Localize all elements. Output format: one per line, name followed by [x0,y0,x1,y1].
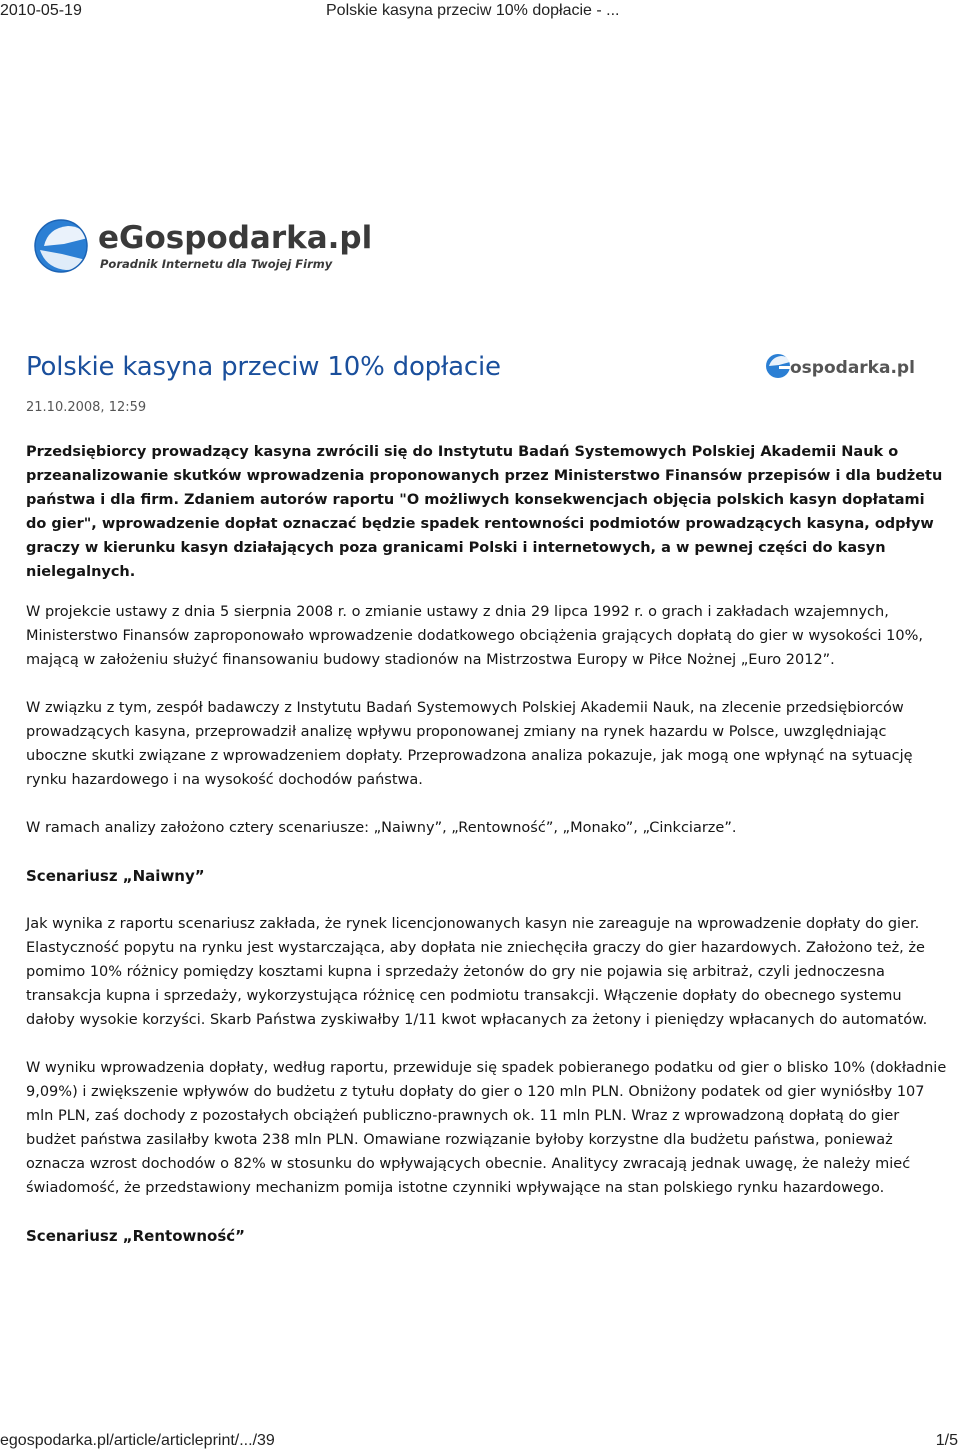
article-paragraph: W projekcie ustawy z dnia 5 sierpnia 2008 r. o zmianie ustawy z dnia 29 lipca 1992 r. o grach i zakładach wzajemnych, Ministerstwo Finansów zaproponowało wprowadzenie dodatkowego obciążenia grających dopłatą do gier w wysokości 10%, mającą w założeniu służyć finansowaniu budowy stadionów na Mistrzostwa Europy w Piłce Nożnej „Euro 2012”. [26,604,923,668]
print-url: egospodarka.pl/article/articleprint/.../39 [0,1432,275,1449]
article-title: Polskie kasyna przeciw 10% dopłacie [26,352,501,382]
small-logo-icon [766,354,790,378]
print-footer [0,1432,960,1454]
small-logo-wordmark: ospodarka.pl [790,358,915,378]
egospodarka-logo [34,216,386,278]
section-heading-rentownosc: Scenariusz „Rentowność” [26,1227,246,1245]
logo-tagline: Poradnik Internetu dla Twojej Firmy [100,257,333,271]
print-page-title: Polskie kasyna przeciw 10% dopłacie - ... [326,2,620,19]
article-date: 21.10.2008, 12:59 [26,400,147,415]
article-body [26,440,948,1272]
article-paragraph: W związku z tym, zespół badawczy z Instytutu Badań Systemowych Polskiej Akademii Nauk, na zlecenie przedsiębiorców prowadzących kasyna, przeprowadził analizę wpływu proponowanej zmiany na rynek hazardu w Polsce, uwzględniając uboczne skutki związane z wprowadzeniem dopłaty. Przeprowadzona analiza pokazuje, jak mogą one wpłynąć na sytuację rynku hazardowego i na wysokość dochodów państwa. [26,700,913,788]
article-lead: Przedsiębiorcy prowadzący kasyna zwrócili się do Instytutu Badań Systemowych Polskiej Akademii Nauk o przeanalizowanie skutków wprowadzenia proponowanych przez Ministerstwo Finansów przepisów i dla budżetu państwa i dla firm. Zdaniem autorów raportu "O możliwych konsekwencjach objęcia polskich kasyn dopłatami do gier", wprowadzenie dopłat oznaczać będzie spadek rentowności podmiotów prowadzących kasyna, odpływ graczy w kierunku kasyn działających poza granicami Polski i internetowych, a w pewnej części do kasyn nielegalnych. [26,444,943,580]
print-date: 2010-05-19 [0,2,82,19]
article-paragraph: W wyniku wprowadzenia dopłaty, według raportu, przewiduje się spadek pobieranego podatku od gier o blisko 10% (dokładnie 9,09%) i zwiększenie wpływów do budżetu z tytułu dopłaty do gier o 120 mln PLN. Obniżony podatek od gier wyniósłby 107 mln PLN, zaś dochody z pozostałych obciążeń publiczno-prawnych ok. 11 mln PLN. Wraz z wprowadzoną dopłatą do gier budżet państwa zasilałby kwota 238 mln PLN. Omawiane rozwiązanie byłoby korzystne dla budżetu państwa, ponieważ oznacza wzrost dochodów o 82% w stosunku do wpływających obecnie. Analitycy zwracają jednak uwagę, że należy mieć świadomość, że przedstawiony mechanizm pomija istotne czynniki wpływające na stan polskiego rynku hazardowego. [26,1060,947,1196]
article-paragraph: Jak wynika z raportu scenariusz zakłada, że rynek licencjonowanych kasyn nie zareaguje na wprowadzenie dopłaty do gier. Elastyczność popytu na rynku jest wystarczająca, aby dopłata nie zniechęciła graczy do gier hazardowych. Założono też, że pomimo 10% różnicy pomiędzy kosztami kupna i sprzedaży żetonów do gry nie pojawia się arbitraż, czyli jednoczesna transakcja kupna i sprzedaży, wykorzystująca różnicę cen podmiotu transakcji. Włączenie dopłaty do obecnego systemu dałoby wysokie korzyści. Skarb Państwa zyskiwałby 1/11 kwot wpłacanych za żetony i pieniędzy wpłacanych do automatów. [26,916,928,1028]
page-number: 1/5 [935,1432,958,1449]
egospodarka-small-logo [764,350,924,382]
article-paragraph: W ramach analizy założono cztery scenariusze: „Naiwny”, „Rentowność”, „Monako”, „Cinkciarze”. [26,820,737,836]
section-heading-naiwny: Scenariusz „Naiwny” [26,867,205,885]
print-header [0,2,960,24]
logo-e-icon [35,220,88,272]
logo-wordmark: eGospodarka.pl [98,220,373,256]
